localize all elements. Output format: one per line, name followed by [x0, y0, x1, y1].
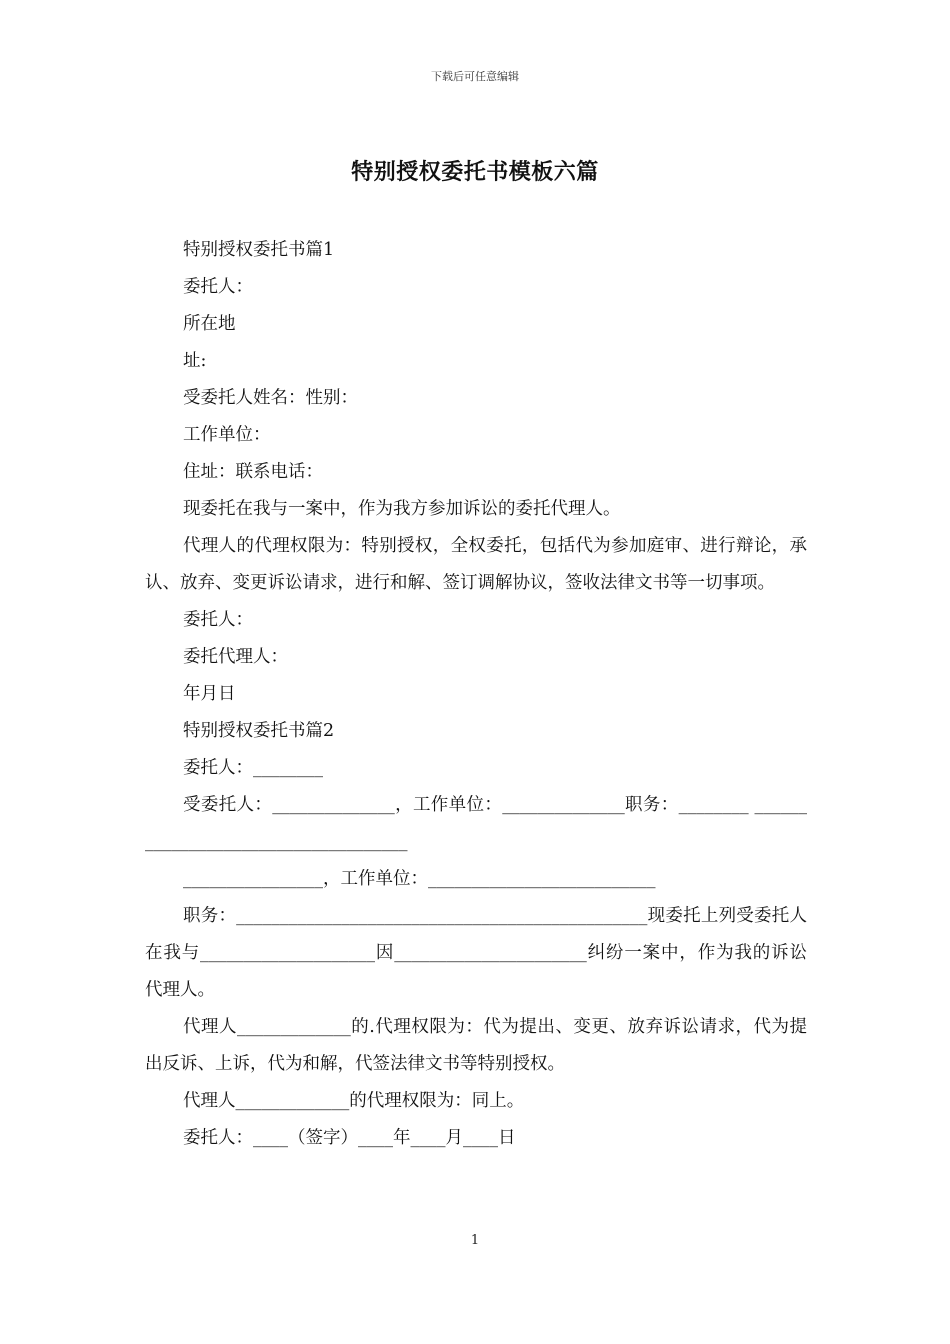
- paragraph: 所在地: [183, 314, 236, 334]
- paragraph: ________________，工作单位：__________________________: [183, 869, 656, 889]
- paragraph: 住址：联系电话：: [183, 462, 323, 482]
- paragraph: 委托人：: [183, 277, 253, 297]
- section-heading-2: 特别授权委托书篇2: [183, 721, 335, 741]
- paragraph: 委托人：____（签字）____年____月____日: [183, 1128, 516, 1148]
- page-header-note: 下载后可任意编辑: [431, 70, 519, 83]
- paragraph: 现委托在我与一案中，作为我方参加诉讼的委托代理人。: [183, 499, 621, 519]
- paragraph: 址:: [183, 351, 207, 371]
- section-heading-1: 特别授权委托书篇1: [183, 240, 335, 260]
- document-title: 特别授权委托书模板六篇: [351, 159, 599, 185]
- paragraph: 工作单位：: [183, 425, 271, 445]
- paragraph: 受委托人姓名：性别：: [183, 388, 358, 408]
- paragraph: 委托人：: [183, 610, 253, 630]
- paragraph: 代理人的代理权限为：特别授权，全权委托，包括代为参加庭审、进行辩论，承认、放弃、变更诉讼请求，进行和解、签订调解协议，签收法律文书等一切事项。: [145, 536, 807, 593]
- paragraph: 代理人_____________的.代理权限为：代为提出、变更、放弃诉讼请求，代为提出反诉、上诉，代为和解，代签法律文书等特别授权。: [145, 1017, 807, 1074]
- paragraph: 受委托人：______________，工作单位：______________职务：________ ____________________________________: [145, 795, 807, 852]
- paragraph: 年月日: [183, 684, 236, 704]
- document-body: [145, 232, 807, 1157]
- paragraph: 职务：_______________________________________________现委托上列受委托人在我与____________________因______________________纠纷一案中，作为我的诉讼代理人。: [145, 906, 807, 1000]
- paragraph: 委托代理人：: [183, 647, 288, 667]
- paragraph: 委托人：________: [183, 758, 323, 778]
- paragraph: 代理人_____________的代理权限为：同上。: [183, 1091, 525, 1111]
- page-number: 1: [470, 1233, 480, 1248]
